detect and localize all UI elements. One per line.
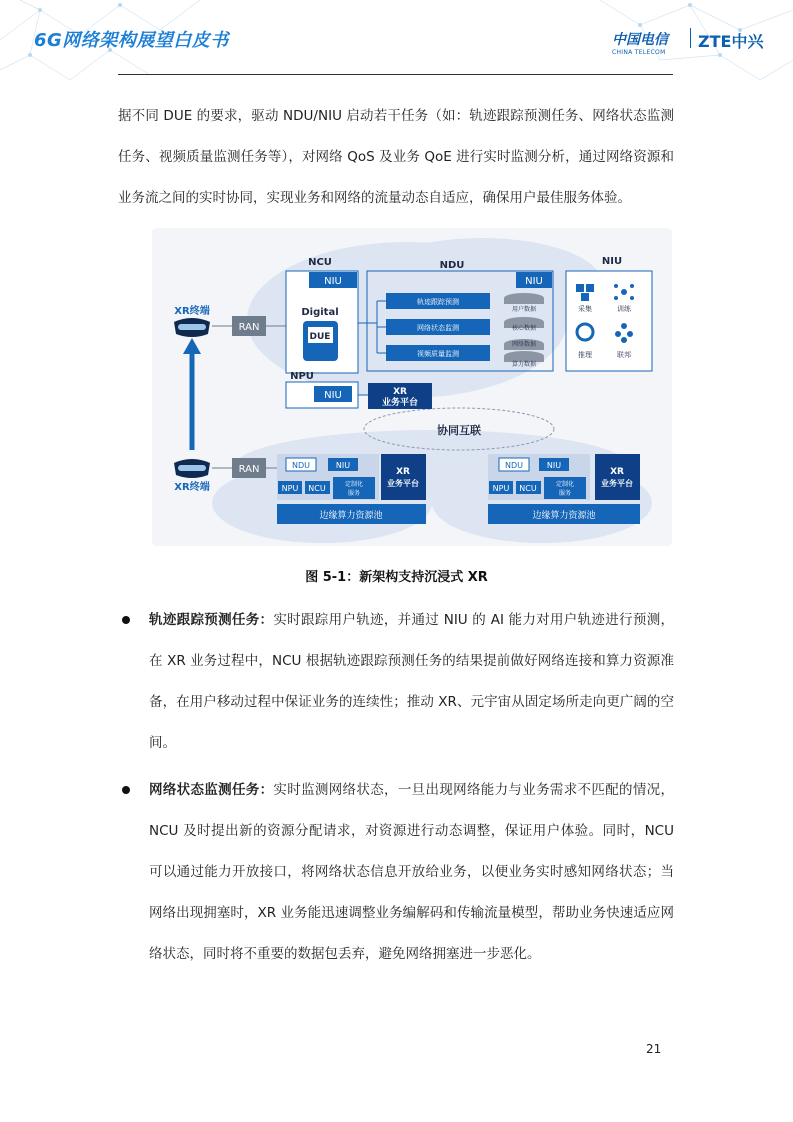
bullet-dot (122, 616, 130, 624)
niu-func-federate: 联邦 (617, 351, 631, 359)
china-telecom-logo-cn: 中国电信 (612, 32, 668, 48)
bullet-trajectory (118, 600, 674, 764)
vr-headset-bottom-icon (174, 459, 210, 478)
edge-left-niu: NIU (335, 461, 351, 470)
ndu-niu-label: NIU (525, 276, 543, 287)
ran-bottom-label: RAN (238, 464, 260, 475)
bullet-text-network-state: 实时监测网络状态，一旦出现网络能力与业务需求不匹配的情况，NCU 及时提出新的资源分配请求，对资源进行动态调整，保证用户体验。同时，NCU 可以通过能力开放接口，将网络状态信息开放给业务，以便业务实时感知网络状态；当网络出现拥塞时，XR 业务能迅速调整业务编解码和传输流量模型，帮助业务快速适应网络状态，同时将不重要的数据包丢弃，避免网络拥塞进一步恶化。 (149, 782, 675, 962)
ncu-label: NCU (308, 257, 332, 268)
edge-right-custom2: 服务 (558, 490, 572, 497)
vr-headset-top-icon (174, 318, 210, 337)
bullet-dot (122, 786, 130, 794)
xr-platform-top-line2: 业务平台 (381, 398, 419, 408)
zte-logo: ZTE中兴 (698, 32, 764, 51)
china-telecom-logo (612, 29, 668, 56)
edge-left-xr2: 业务平台 (387, 479, 419, 488)
edge-left-ndu: NDU (292, 461, 310, 470)
intro-text: 据不同 DUE 的要求，驱动 NDU/NIU 启动若干任务（如：轨迹跟踪预测任务、网络状态监测任务、视频质量监测任务等），对网络 QoS 及业务 QoE 进行实时监测分析，通过网络资源和业务流之间的实时协同，实现业务和网络的流量动态自适应，确保用户最佳服务体验。 (118, 108, 674, 206)
arrow-head-icon (183, 338, 201, 354)
xr-platform-top-line1: XR (393, 387, 407, 397)
edge-right-xr-platform (595, 454, 640, 500)
china-telecom-logo-en: CHINA TELECOM (612, 49, 666, 56)
edge-right-ncu: NCU (519, 484, 537, 493)
xr-terminal-bottom-label: XR终端 (174, 482, 210, 493)
npu-niu-label: NIU (324, 390, 342, 401)
edge-right-xr1: XR (610, 467, 624, 477)
page-number: 21 (646, 1042, 662, 1056)
logo-divider (690, 28, 691, 48)
bullet-text-trajectory: 实时跟踪用户轨迹，并通过 NIU 的 AI 能力对用户轨迹进行预测，在 XR 业务过程中，NCU 根据轨迹跟踪预测任务的结果提前做好网络连接和算力资源准备，在用户移动过程中保证业务的连续性；推动 XR、元宇宙从固定场所走向更广阔的空间。 (149, 612, 675, 751)
digital-label: Digital (301, 307, 339, 318)
ran-top-label: RAN (238, 322, 260, 333)
ncu-niu-label: NIU (324, 276, 342, 287)
niu-func-train: 训练 (617, 305, 631, 313)
edge-right-ndu: NDU (505, 461, 523, 470)
edge-left-ncu: NCU (308, 484, 326, 493)
task-label-2: 网络状态监测 (417, 324, 459, 332)
collab-label: 协同互联 (437, 424, 481, 437)
document-title: 6G网络架构展望白皮书 (34, 30, 229, 51)
bullet-title-trajectory: 轨迹跟踪预测任务： (149, 612, 274, 628)
due-label: DUE (309, 332, 331, 342)
bullet-network-state (118, 770, 674, 975)
edge-left-custom1: 定制化 (344, 481, 364, 488)
edge-right-xr2: 业务平台 (601, 479, 633, 488)
db-label-4: 算力数据 (511, 361, 537, 368)
edge-right-niu: NIU (546, 461, 562, 470)
figure-caption: 图 5-1：新架构支持沉浸式 XR (305, 570, 488, 585)
db-label-3: 网络数据 (511, 341, 537, 348)
db-label-2: 核心数据 (511, 325, 537, 332)
xr-terminal-top-label: XR终端 (174, 306, 210, 317)
npu-label: NPU (290, 371, 314, 382)
ndu-label: NDU (439, 260, 465, 271)
niu-func-infer: 推理 (578, 351, 592, 359)
task-label-3: 视频质量监测 (417, 350, 459, 358)
edge-left-npu: NPU (281, 484, 299, 493)
edge-left-pool-label: 边缘算力资源池 (319, 511, 383, 521)
edge-left-xr-platform (381, 454, 426, 500)
edge-left-custom2: 服务 (347, 490, 361, 497)
edge-left-xr1: XR (396, 467, 410, 477)
edge-right-pool-label: 边缘算力资源池 (532, 511, 596, 521)
edge-right-custom1: 定制化 (555, 481, 575, 488)
architecture-diagram (152, 228, 672, 546)
niu-panel-label: NIU (601, 256, 623, 267)
header-rule (118, 74, 673, 75)
niu-func-collect: 采集 (578, 305, 592, 313)
edge-right-npu: NPU (492, 484, 510, 493)
task-label-1: 轨迹跟踪预测 (417, 298, 459, 306)
intro-paragraph (118, 96, 674, 219)
bullet-title-network-state: 网络状态监测任务： (149, 782, 274, 798)
db-label-1: 用户数据 (511, 306, 537, 313)
